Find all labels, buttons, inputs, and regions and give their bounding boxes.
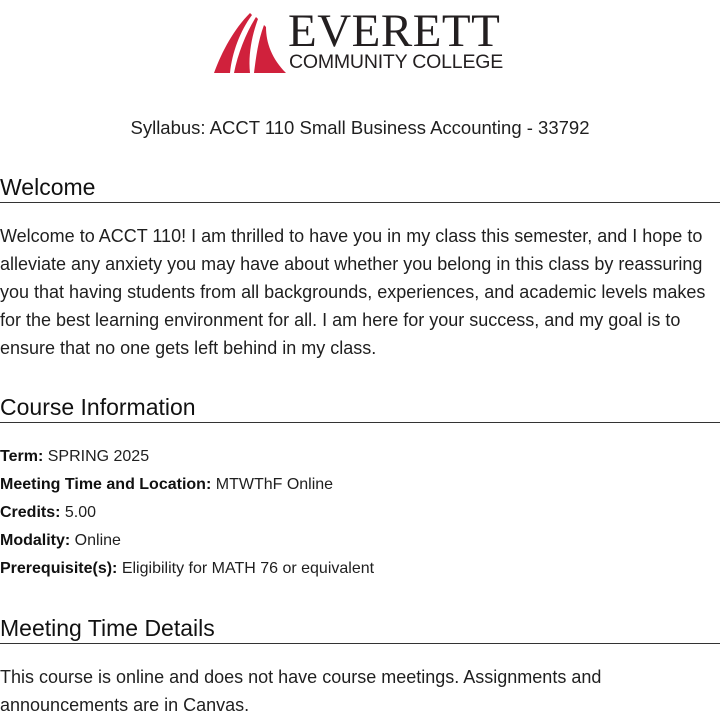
- info-label: Meeting Time and Location:: [0, 476, 212, 493]
- logo-subtitle: COMMUNITY COLLEGE: [289, 51, 504, 73]
- info-value: Online: [74, 532, 121, 549]
- info-row-modality: [0, 531, 121, 551]
- info-value: 5.00: [64, 504, 97, 521]
- logo-mark-icon: [214, 11, 288, 75]
- info-row-term: [0, 447, 149, 467]
- info-value: MTWThF Online: [215, 476, 334, 493]
- meeting-details-paragraph: This course is online and does not have course meetings. Assignments and announcements are in Canvas.: [0, 667, 602, 715]
- info-row-prerequisites: [0, 559, 374, 579]
- section-heading-course-information: Course Information: [0, 393, 720, 423]
- college-logo: [214, 5, 508, 75]
- info-row-credits: [0, 503, 96, 523]
- welcome-paragraph: Welcome to ACCT 110! I am thrilled to have you in my class this semester, and I hope to alleviate any anxiety you may have about whether you belong in this class by reassuring you that having students from all backgrounds, experiences, and academic levels makes for the best learning environment for all. I am here for your success, and my goal is to ensure that no one gets left behind in my class.: [0, 226, 706, 358]
- info-value: SPRING 2025: [47, 448, 150, 465]
- page-title: Syllabus: ACCT 110 Small Business Accounting - 33792: [130, 117, 590, 138]
- section-heading-welcome: Welcome: [0, 173, 720, 203]
- info-label: Modality:: [0, 532, 71, 549]
- info-label: Prerequisite(s):: [0, 560, 118, 577]
- info-value: Eligibility for MATH 76 or equivalent: [121, 560, 375, 577]
- info-label: Credits:: [0, 504, 61, 521]
- logo-wordmark: EVERETT: [288, 5, 501, 57]
- info-label: Term:: [0, 448, 44, 465]
- info-row-meeting-time: [0, 475, 333, 495]
- section-heading-meeting-time-details: Meeting Time Details: [0, 614, 720, 644]
